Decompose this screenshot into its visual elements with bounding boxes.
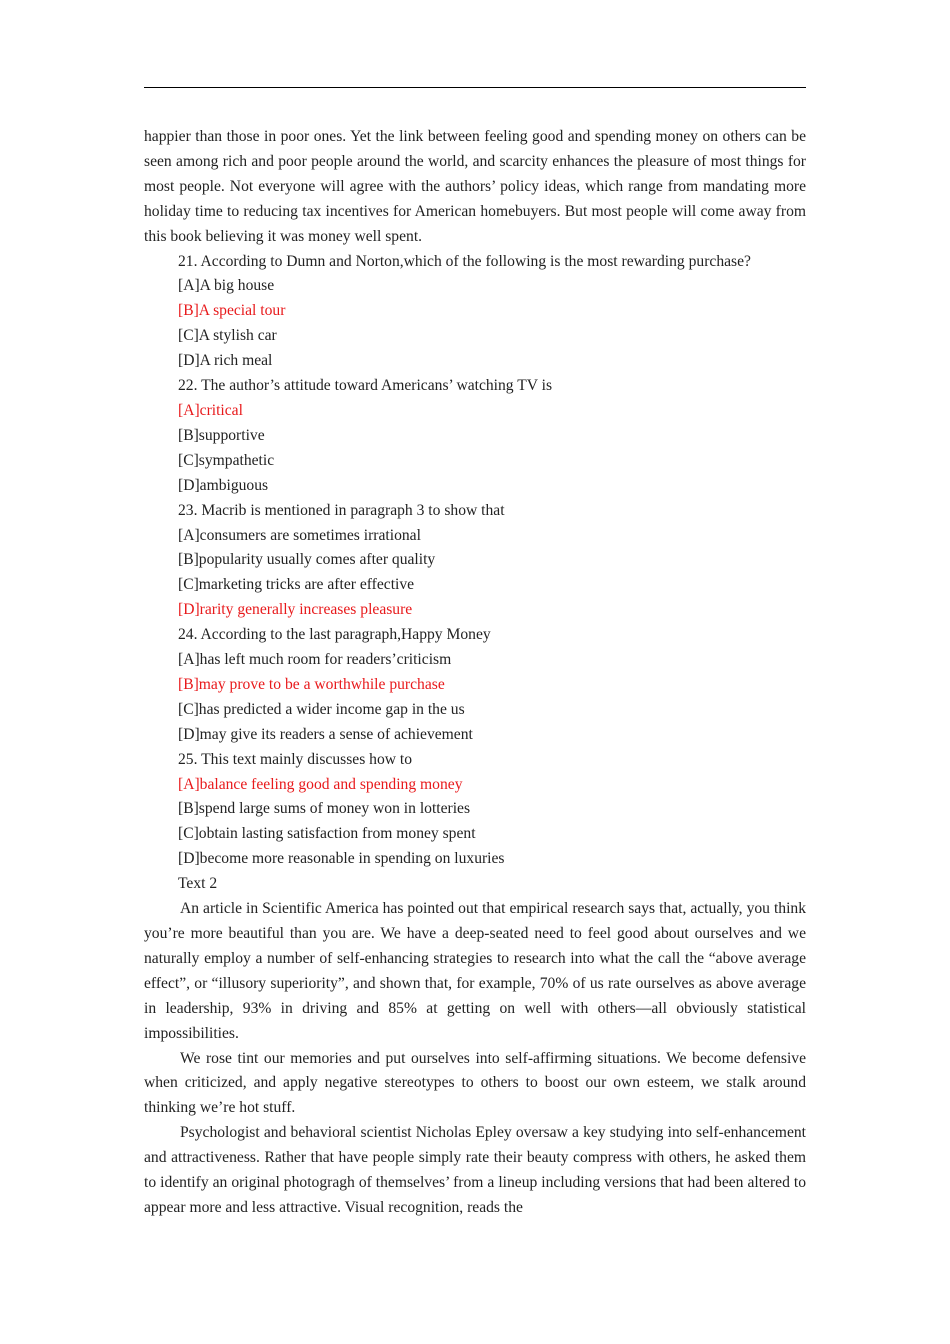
question-22-option-a-answer: [A]critical: [178, 401, 243, 419]
question-21-option-a: [A]A big house: [178, 277, 275, 295]
question-21-stem: 21. According to Dumn and Norton,which of the following is the most rewarding purchase?: [178, 252, 751, 270]
question-25-option-c: [C]obtain lasting satisfaction from money spent: [178, 825, 476, 843]
question-21-option-c: [C]A stylish car: [178, 327, 277, 345]
question-23-option-a: [A]consumers are sometimes irrational: [178, 526, 421, 544]
question-22-option-d: [D]ambiguous: [178, 476, 269, 494]
question-24-option-b-answer: [B]may prove to be a worthwhile purchase: [178, 675, 445, 693]
question-24-option-a: [A]has left much room for readers’criticism: [178, 651, 452, 669]
text2-heading: Text 2: [178, 875, 218, 893]
question-23-option-b: [B]popularity usually comes after quality: [178, 551, 436, 569]
question-22-stem: 22. The author’s attitude toward Americans’ watching TV is: [178, 377, 553, 395]
question-23-option-c: [C]marketing tricks are after effective: [178, 576, 415, 594]
text2-paragraph-3: Psychologist and behavioral scientist Nicholas Epley oversaw a key studying into self-enhancement and attractiveness. Rather that have people simply rate their beauty compress with others, he asked them to identify an original photogragh of themselves’ from a lineup including versions that had been altered to appear more and less attractive. Visual recognition, reads the: [144, 1124, 806, 1216]
text2-paragraph-1: An article in Scientific America has pointed out that empirical research says that, actually, you think you’re more beautiful than you are. We have a deep-seated need to feel good about ourselves and we naturally employ a number of self-enhancing strategies to research into what the call the “above average effect”, or “illusory superiority”, and shown that, for example, 70% of us rate ourselves as above average in leadership, 93% in driving and 85% at getting on well with others—all obviously statistical impossibilities.: [144, 900, 806, 1042]
document-body: [144, 125, 806, 1221]
question-24-option-d: [D]may give its readers a sense of achievement: [178, 725, 473, 743]
question-24-stem: 24. According to the last paragraph,Happy Money: [178, 626, 491, 644]
header-rule: [144, 87, 806, 88]
question-21-option-b-answer: [B]A special tour: [178, 302, 286, 320]
question-23-stem: 23. Macrib is mentioned in paragraph 3 to show that: [178, 501, 505, 519]
question-25-stem: 25. This text mainly discusses how to: [178, 750, 413, 768]
question-25-option-d: [D]become more reasonable in spending on luxuries: [178, 850, 505, 868]
question-25-option-b: [B]spend large sums of money won in lotteries: [178, 800, 471, 818]
text2-paragraph-2: We rose tint our memories and put ourselves into self-affirming situations. We become defensive when criticized, and apply negative stereotypes to others to boost our own esteem, we stalk around thinking we’re hot stuff.: [144, 1049, 806, 1117]
opening-paragraph: happier than those in poor ones. Yet the link between feeling good and spending money on others can be seen among rich and poor people around the world, and scarcity enhances the pleasure of most things for most people. Not everyone will agree with the authors’ policy ideas, which range from mandating more holiday time to reducing tax incentives for American homebuyers. But most people will come away from this book believing it was money well spent.: [144, 128, 806, 245]
question-21-option-d: [D]A rich meal: [178, 352, 273, 370]
question-24-option-c: [C]has predicted a wider income gap in the us: [178, 700, 465, 718]
question-25-option-a-answer: [A]balance feeling good and spending money: [178, 775, 463, 793]
question-23-option-d-answer: [D]rarity generally increases pleasure: [178, 601, 413, 619]
question-22-option-c: [C]sympathetic: [178, 451, 275, 469]
question-22-option-b: [B]supportive: [178, 426, 265, 444]
